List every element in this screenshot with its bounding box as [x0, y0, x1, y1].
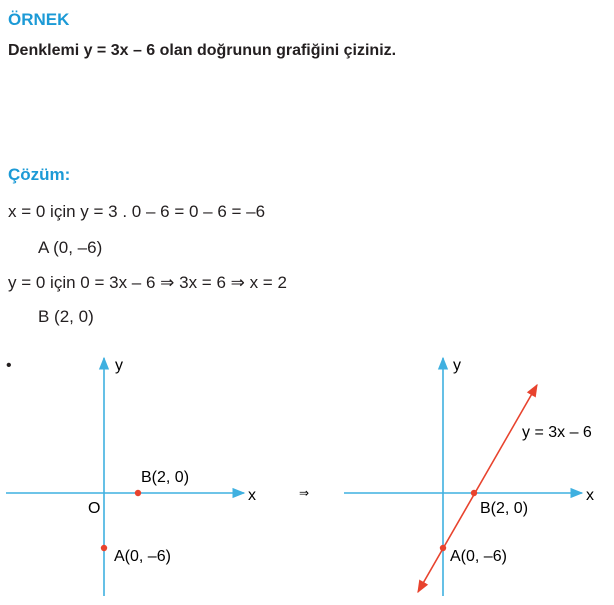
bullet-mark: •: [6, 357, 12, 374]
example-question: Denklemi y = 3x – 6 olan doğrunun grafiğini çiziniz.: [8, 42, 397, 59]
solution-point-b: B (2, 0): [38, 307, 94, 326]
implies-arrow: ⇒: [299, 486, 310, 500]
left-origin-label: O: [88, 500, 101, 517]
left-graph: [6, 357, 256, 596]
left-point-a-label: A(0, –6): [114, 548, 171, 565]
left-x-label: x: [248, 487, 256, 504]
line-equation-label: y = 3x – 6: [522, 424, 592, 441]
left-point-b: [135, 490, 141, 496]
right-graph: [344, 357, 594, 596]
solution-heading: Çözüm:: [8, 165, 71, 184]
right-y-label: y: [453, 357, 461, 374]
solution-line-1: x = 0 için y = 3 . 0 – 6 = 0 – 6 = –6: [8, 202, 266, 221]
example-heading: ÖRNEK: [8, 10, 70, 29]
right-point-b-label: B(2, 0): [480, 500, 529, 517]
left-y-label: y: [115, 357, 123, 374]
solution-line-2: y = 0 için 0 = 3x – 6 ⇒ 3x = 6 ⇒ x = 2: [8, 273, 287, 292]
solution-point-a: A (0, –6): [38, 238, 103, 257]
right-point-a: [440, 545, 446, 551]
right-point-a-label: A(0, –6): [450, 548, 507, 565]
right-point-b: [471, 490, 477, 496]
left-point-a: [101, 545, 107, 551]
right-x-label: x: [586, 487, 594, 504]
left-point-b-label: B(2, 0): [141, 469, 190, 486]
